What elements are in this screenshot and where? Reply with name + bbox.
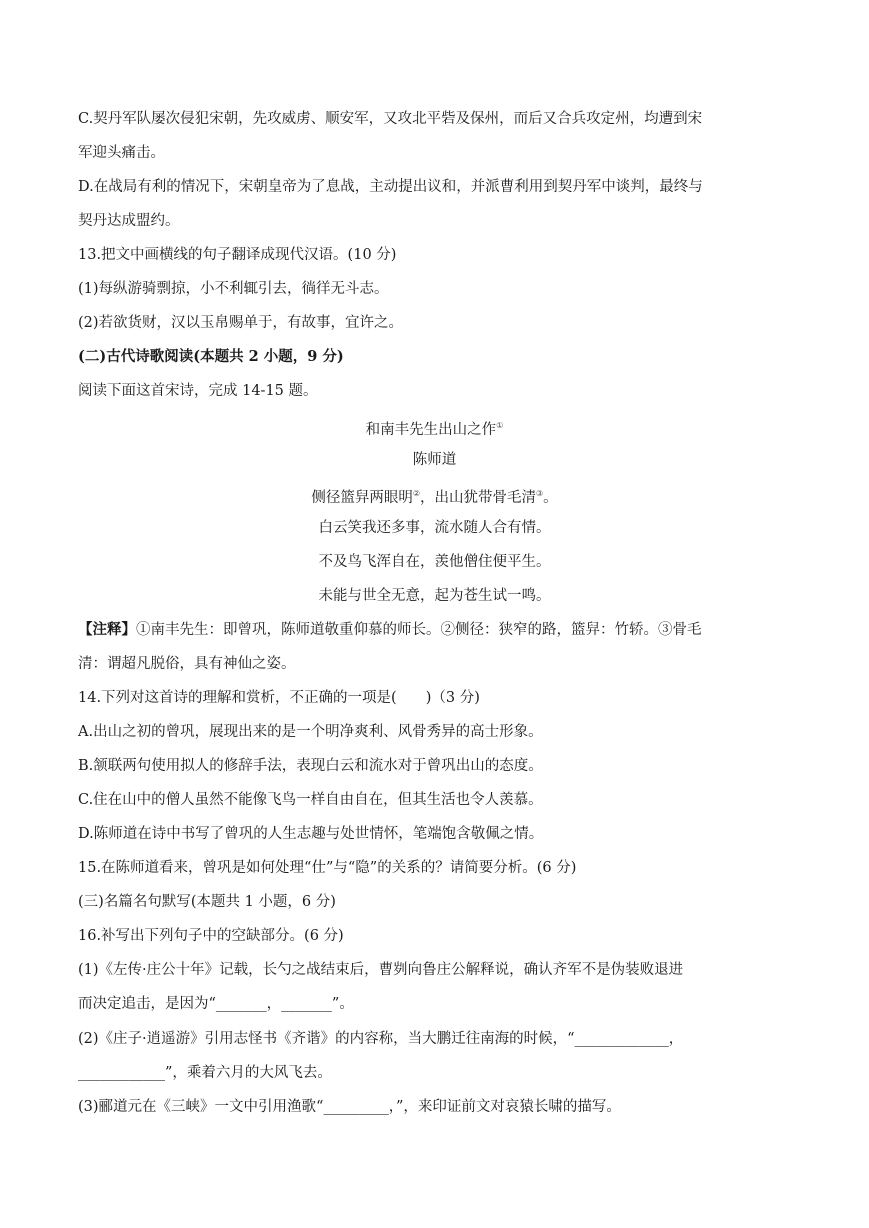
question-14-option-a: A.出山之初的曾巩，展现出来的是一个明净爽利、风骨秀异的高士形象。: [78, 724, 543, 740]
annotation-line-2: 清：谓超凡脱俗，具有神仙之姿。: [78, 656, 296, 672]
question-16-item-2-line-2: ____________”，乘着六月的大风飞去。: [78, 1065, 332, 1081]
question-13-item-2: (2)若欲货财，汉以玉帛赐单于，有故事，宜许之。: [78, 315, 404, 331]
poem-title: [0, 416, 869, 440]
poem-line-3: 不及鸟飞浑自在，羡他僧住便平生。: [318, 554, 551, 570]
question-14-option-d: D.陈师道在诗中书写了曾巩的人生志趣与处世情怀，笔端饱含敬佩之情。: [78, 826, 544, 842]
option-d-line-2: 契丹达成盟约。: [78, 213, 180, 229]
section-heading-recitation: (三)名篇名句默写(本题共 1 小题，6 分): [78, 894, 336, 910]
poem-intro: 阅读下面这首宋诗，完成 14-15 题。: [78, 383, 318, 399]
option-c-line-2: 军迎头痛击。: [78, 145, 165, 161]
poem-title-text: 和南丰先生出山之作: [365, 421, 497, 438]
poem-line-1-part-c: 。: [543, 489, 558, 506]
poem-line-1-part-a: 侧径篮舁两眼明: [311, 489, 413, 506]
annotation-line-1: [78, 620, 793, 640]
question-15: 15.在陈师道看来，曾巩是如何处理“仕”与“隐”的关系的？请简要分析。(6 分): [78, 860, 577, 876]
question-16: 16.补写出下列句子中的空缺部分。(6 分): [78, 928, 344, 944]
question-14: 14.下列对这首诗的理解和赏析，不正确的一项是( )（3 分): [78, 690, 480, 706]
poem-line-4: 未能与世全无意，起为苍生试一鸣。: [318, 588, 551, 604]
annotation-text: ①南丰先生：即曾巩，陈师道敬重仰慕的师长。②侧径：狭窄的路，篮舁：竹轿。③骨毛: [136, 622, 702, 638]
footnote-mark: ③: [536, 489, 544, 498]
poem-author: 陈师道: [412, 452, 457, 468]
question-16-item-1-line-1: (1)《左传·庄公十年》记载，长勺之战结束后，曹刿向鲁庄公解释说，确认齐军不是伪装败退进: [78, 962, 684, 978]
question-13: 13.把文中画横线的句子翻译成现代汉语。(10 分): [78, 247, 397, 263]
question-14-option-b: B.颔联两句使用拟人的修辞手法，表现白云和流水对于曾巩出山的态度。: [78, 758, 543, 774]
poem-line-1: [0, 484, 869, 508]
section-heading-poetry: (二)古代诗歌阅读(本题共 2 小题，9 分): [78, 348, 344, 365]
question-16-item-1-line-2: 而决定追击，是因为“_______，_______”。: [78, 996, 354, 1012]
footnote-mark: ①: [496, 421, 504, 430]
option-d-line-1: D.在战局有利的情况下，宋朝皇帝为了息战，主动提出议和，并派曹利用到契丹军中谈判，最终与: [78, 179, 703, 195]
option-c-line-1: C.契丹军队屡次侵犯宋朝，先攻威虏、顺安军，又攻北平砦及保州，而后又合兵攻定州，均遭到宋: [78, 111, 703, 127]
question-16-item-2-line-1: (2)《庄子·逍遥游》引用志怪书《齐谐》的内容称，当大鹏迁往南海的时候，“_____________，: [78, 1031, 684, 1047]
question-13-item-1: (1)每纵游骑剽掠，小不利辄引去，徜徉无斗志。: [78, 281, 389, 297]
footnote-mark: ②: [412, 489, 420, 498]
poem-line-2: 白云笑我还多事，流水随人合有情。: [318, 520, 551, 536]
question-16-item-3: (3)郦道元在《三峡》一文中引用渔歌“_________，”，来印证前文对哀猿长啸的描写。: [78, 1099, 621, 1115]
question-14-option-c: C.住在山中的僧人虽然不能像飞鸟一样自由自在，但其生活也令人羡慕。: [78, 792, 543, 808]
poem-line-1-part-b: ，出山犹带骨毛清: [420, 489, 536, 506]
annotation-label: 【注释】: [78, 621, 136, 638]
